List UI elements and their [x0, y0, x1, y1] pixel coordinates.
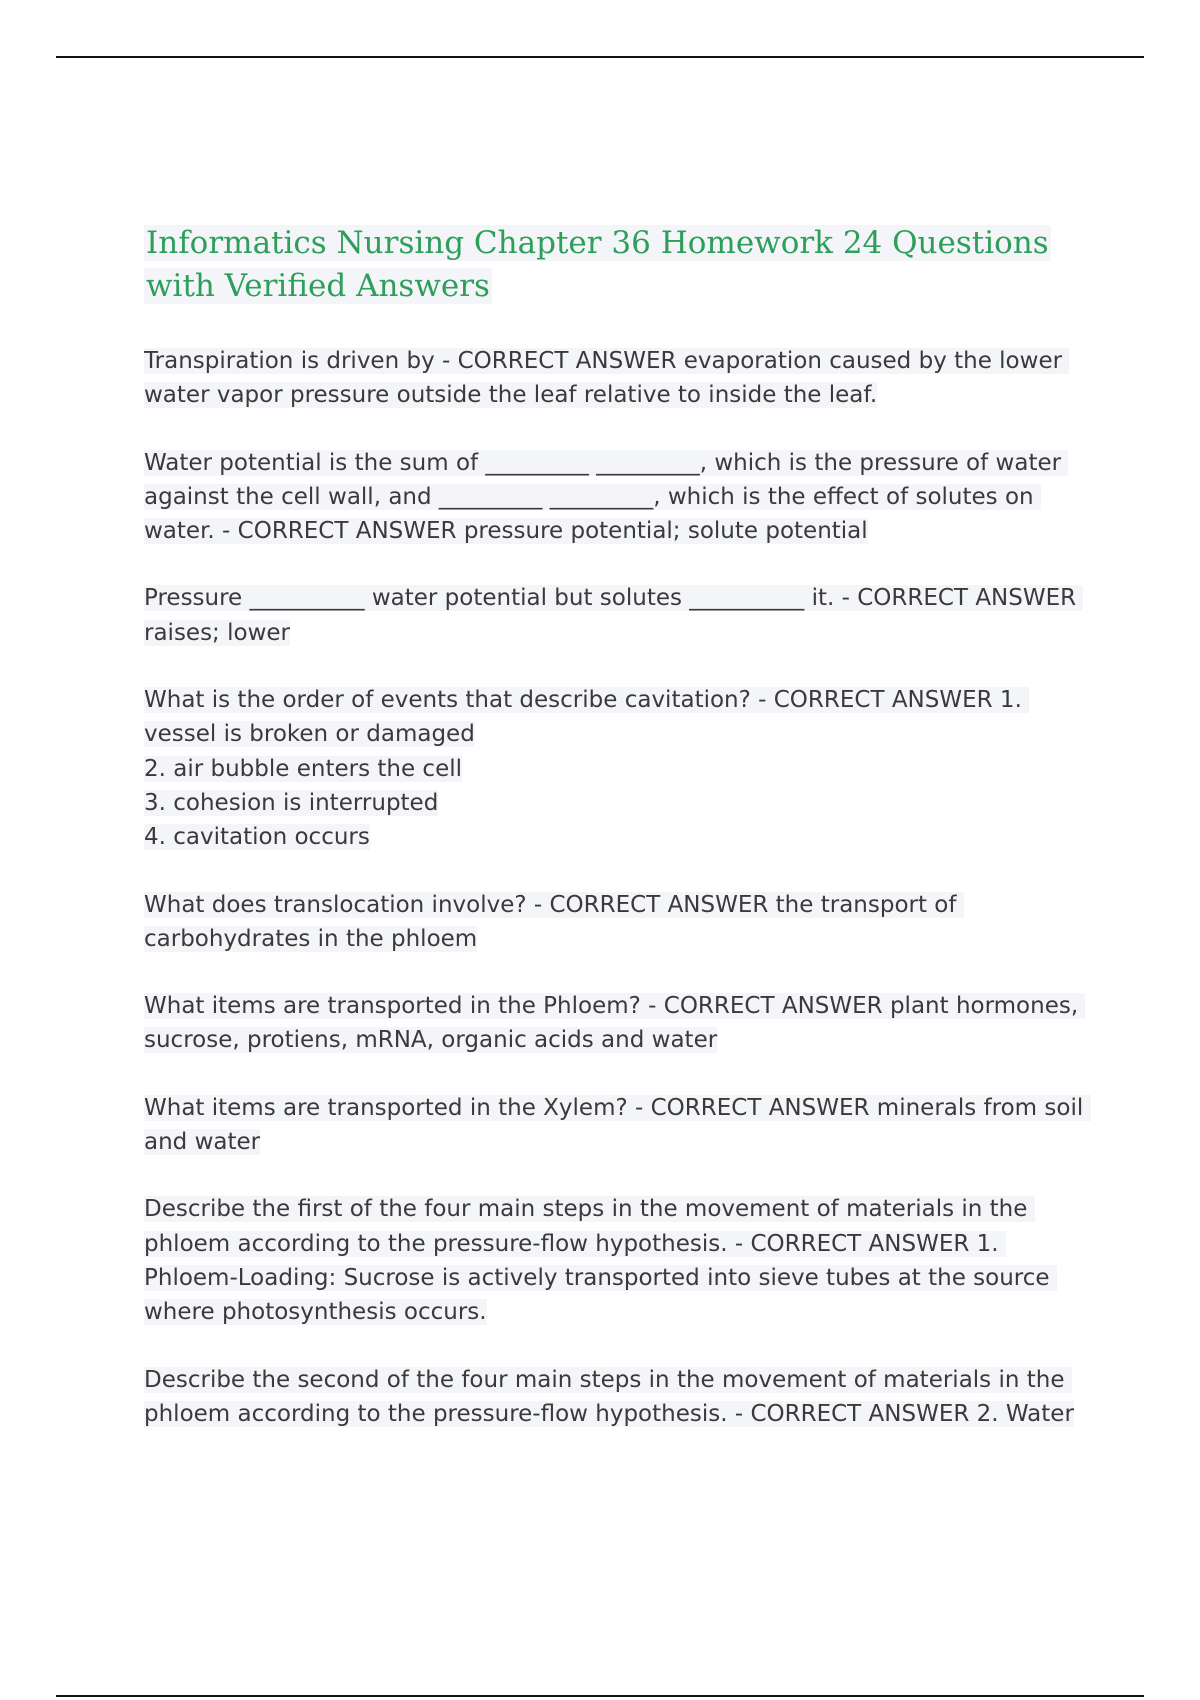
qa-item-3: Pressure __________ water potential but solutes __________ it. - CORRECT ANSWER raises; lower: [144, 585, 1084, 646]
qa-item-5: What does translocation involve? - CORRECT ANSWER the transport of carbohydrates in the phloem: [144, 891, 964, 952]
title-line-2: with Verified Answers: [146, 268, 490, 304]
document-body: [144, 222, 1091, 1464]
qa-item-9: Describe the second of the four main steps in the movement of materials in the phloem according to the pressure-flow hypothesis. - CORRECT ANSWER 2. Water: [144, 1366, 1074, 1427]
bottom-rule: [56, 1695, 1144, 1697]
qa-item-4: What is the order of events that describe cavitation? - CORRECT ANSWER 1. vessel is broken or damaged 2. air bubble enters the cell 3. cohesion is interrupted 4. cavitation occurs: [144, 683, 1084, 854]
qa-item-2: Water potential is the sum of _________ _________, which is the pressure of water against the cell wall, and _________ _________, which is the effect of solutes on water. - CORRECT ANSWER pressure potential; solute potential: [144, 449, 1069, 545]
qa-item-8: Describe the first of the four main steps in the movement of materials in the phloem according to the pressure-flow hypothesis. - CORRECT ANSWER 1. Phloem-Loading: Sucrose is actively transported into sieve tubes at the source where photosynthesis occurs.: [144, 1196, 1057, 1326]
qa-item-1: Transpiration is driven by - CORRECT ANSWER evaporation caused by the lower water vapor pressure outside the leaf relative to inside the leaf.: [144, 348, 1070, 409]
qa-item-6: What items are transported in the Phloem? - CORRECT ANSWER plant hormones, sucrose, protiens, mRNA, organic acids and water: [144, 993, 1086, 1054]
qa-item-7: What items are transported in the Xylem? - CORRECT ANSWER minerals from soil and water: [144, 1094, 1091, 1156]
top-rule: [56, 56, 1144, 58]
title-line-1: Informatics Nursing Chapter 36 Homework 24 Questions: [146, 225, 1049, 261]
document-title: [144, 222, 1084, 308]
